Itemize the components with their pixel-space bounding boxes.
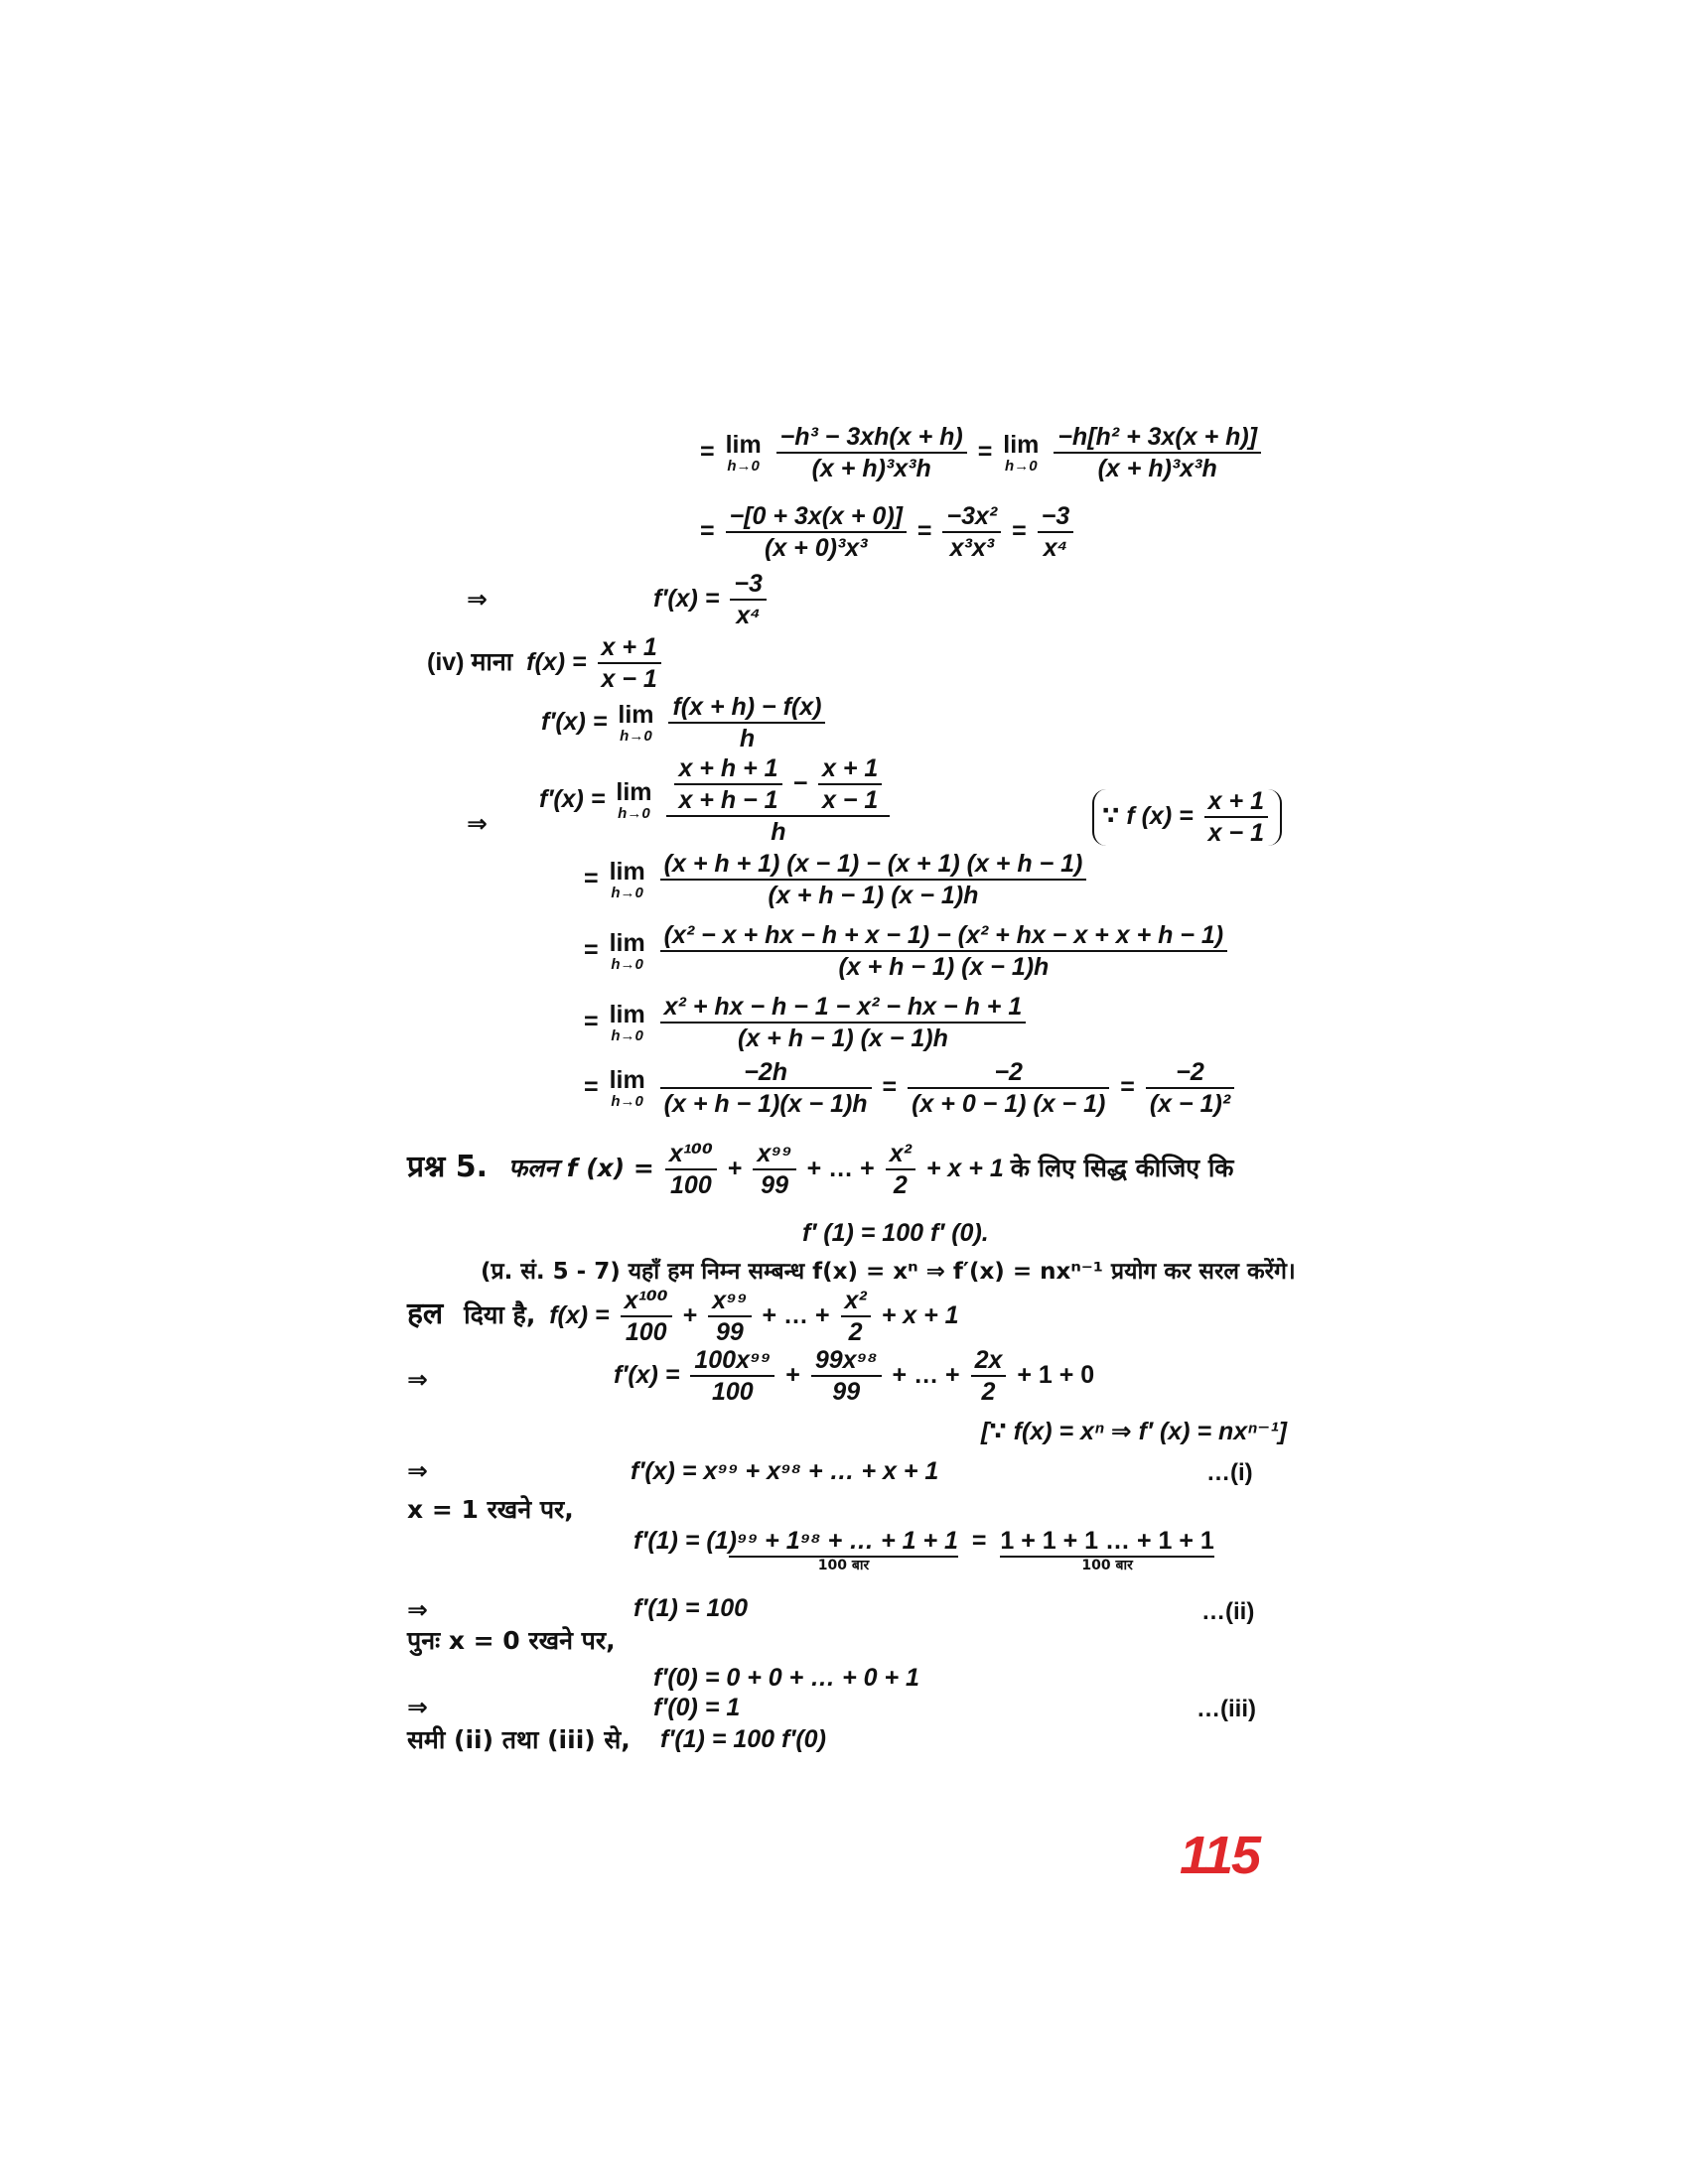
step-3: = lim h→0 $\frac{\text{x² + hx − h − 1 − x² − hx − h + 1}}{(x + h - 1) (x - 1)h}$ <box>584 995 1030 1051</box>
fprime-series: f′(x) = x⁹⁹ + x⁹⁸ + … + x + 1 <box>631 1457 939 1485</box>
solution-given: हल दिया है, f(x) = $\frac{\text{x¹⁰⁰}}{100}$ + $\frac{\text{x⁹⁹}}{99}$ + … + $\frac{\text{x²}}{2}$ + x + 1 <box>407 1287 959 1346</box>
implies-arrow: ⇒ <box>407 1366 428 1394</box>
put-x1: x = 1 रखने पर, <box>407 1495 574 1524</box>
line-limit-2: = $\frac{-[0 + 3x(x + 0)]}{\text{(x + 0)³x³}}$ = $\frac{\text{−3x²}}{\text{x³x³}}$ = $\frac{-3}{\text{x⁴}}$ <box>700 504 1077 561</box>
result-fprime: f′(x) = $\frac{-3}{\text{x⁴}}$ <box>653 572 771 628</box>
f0-result: f′(0) = 1 <box>653 1694 741 1721</box>
fraction: $\frac{\text{−3x²}}{\text{x³x³}}$ <box>942 504 1001 561</box>
implies-arrow: ⇒ <box>467 586 488 614</box>
put-x0: पुनः x = 0 रखने पर, <box>407 1626 616 1655</box>
question-5: प्रश्न 5. फलन f (x) = $\frac{\text{x¹⁰⁰}}{100}$ + $\frac{\text{x⁹⁹}}{99}$ + … + $\frac{\text{x²}}{2}$ + x + 1 के लिए सिद्ध कीजिए कि <box>407 1140 1234 1199</box>
part-iv: (iv) माना f(x) = $\frac{x + 1}{x - 1}$ <box>427 635 665 692</box>
f1-expansion: f′(1) = (1)⁹⁹ + 1⁹⁸ + … + 1 + 1 100 बार = 1 + 1 + 1 … + 1 + 1 100 बार <box>633 1527 1214 1573</box>
line-limit-1 <box>700 425 1265 481</box>
implies-arrow: ⇒ <box>407 1694 428 1721</box>
rule-note: [∵ f(x) = xⁿ ⇒ f′ (x) = nxⁿ⁻¹] <box>981 1418 1287 1445</box>
fraction: $\frac{\text{−h[h² + 3x(x + h)]}}{\text{(x + h)³x³h}}$ <box>1054 425 1261 481</box>
because-note: ∵ f (x) = $\frac{x + 1}{x - 1}$ <box>1092 789 1282 846</box>
fraction: $\frac{\text{−h³ − 3xh(x + h)}}{\text{(x + h)³x³h}}$ <box>776 425 967 481</box>
hint-note: (प्र. सं. 5 - 7) यहाँ हम निम्न सम्बन्ध f(x) = xⁿ ⇒ f′(x) = nxⁿ⁻¹ प्रयोग कर सरल करेंगे। <box>481 1259 1296 1285</box>
step-1: = lim h→0 $\frac{(x + h + 1) (x - 1) - (x + 1) (x + h - 1)}{(x + h - 1) (x - 1)h}$ <box>584 852 1090 908</box>
f1-result: f′(1) = 100 <box>633 1594 749 1622</box>
step-4: = lim h→0 $\frac{-2h}{(x + h - 1)(x - 1)h}$ = $\frac{-2}{(x + 0 - 1) (x - 1)}$ = $\frac{-2}{\text{(x − 1)²}}$ <box>584 1060 1238 1117</box>
f0-expansion: f′(0) = 0 + 0 + … + 0 + 1 <box>653 1664 919 1692</box>
eq-tag-iii: …(iii) <box>1196 1696 1256 1722</box>
derivative-definition: f′(x) = lim h→0 $\frac{f(x + h) - f(x)}{h}$ <box>541 695 829 751</box>
implies-arrow: ⇒ <box>467 810 488 838</box>
implies-arrow: ⇒ <box>407 1596 428 1624</box>
step-2: = lim h→0 $\frac{\text{(x² − x + hx − h + x − 1) − (x² + hx − x + x + h − 1)}}{(x + h - 1) (x - 1)h}$ <box>584 923 1231 980</box>
equals: = <box>977 438 993 467</box>
page-number: 115 <box>1180 1826 1260 1885</box>
limit: lim h→0 <box>725 431 762 475</box>
final-result: f′(1) = 100 f′(0) <box>660 1725 826 1753</box>
compound-fraction: f′(x) = lim h→0 $\frac{x + h + 1}{x + h - 1}$ − $\frac{x + 1}{x - 1}$ h <box>539 756 894 845</box>
eq-tag-i: …(i) <box>1206 1459 1253 1486</box>
implies-arrow: ⇒ <box>407 1457 428 1485</box>
eq-tag-ii: …(ii) <box>1201 1598 1255 1625</box>
fraction: $\frac{-[0 + 3x(x + 0)]}{\text{(x + 0)³x³}}$ <box>726 504 907 561</box>
derivative-series: f′(x) = $\frac{\text{100x⁹⁹}}{100}$ + $\frac{\text{99x⁹⁸}}{99}$ + … + $\frac{2x}{2}$ + 1 + 0 <box>614 1346 1095 1406</box>
fraction: $\frac{-3}{\text{x⁴}}$ <box>1038 504 1074 561</box>
equals: = <box>700 438 715 467</box>
to-prove: f′ (1) = 100 f′ (0). <box>802 1219 989 1247</box>
final-label: समी (ii) तथा (iii) से, <box>407 1725 631 1754</box>
limit: lim h→0 <box>1003 431 1040 475</box>
